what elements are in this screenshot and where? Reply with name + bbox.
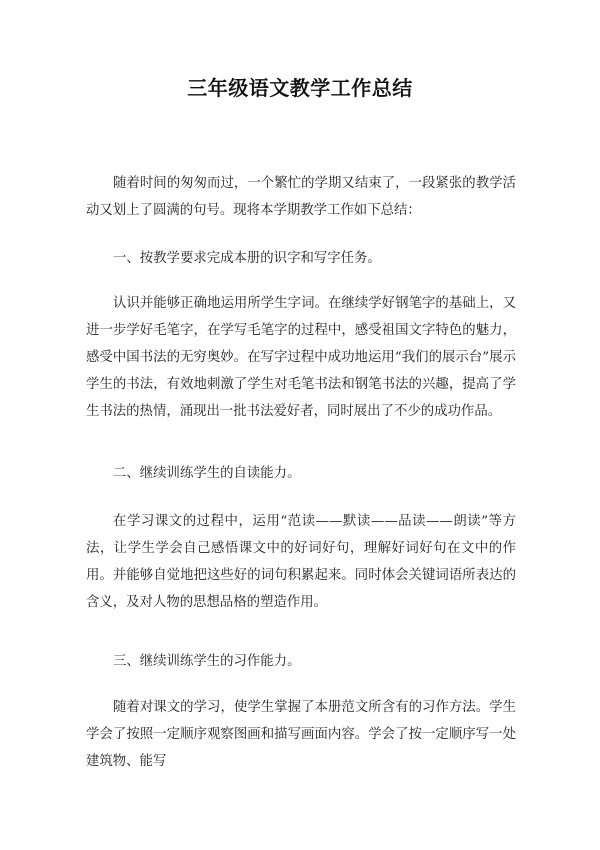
section-1-paragraph: 认识并能够正确地运用所学生字词。在继续学好钢笔字的基础上，又进一步学好毛笔字，在学写毛笔字的过程中，感受祖国文字特色的魅力，感受中国书法的无穷奥妙。在写字过程中成功地运用“我们的展示台”展示学生的书法，有效地刺激了学生对毛笔书法和钢笔书法的兴趣，提高了学生书法的热情，涌现出一批书法爱好者，同时展出了不少的成功作品。: [86, 296, 516, 419]
section-3-heading: 三、继续训练学生的习作能力。: [113, 654, 301, 669]
section-2-paragraph: 在学习课文的过程中，运用“范读——默读——品读——朗读”等方法，让学生学会自己感悟课文中的好词好句，理解好词好句在文中的作用。并能够自觉地把这些好的词句积累起来。同时体会关键词语所表达的含义，及对人物的思想品格的塑造作用。: [86, 514, 516, 610]
intro-paragraph: 随着时间的匆匆而过，一个繁忙的学期又结束了，一段紧张的教学活动又划上了圆满的句号。现将本学期教学工作如下总结：: [86, 176, 516, 218]
section-1-heading: 一、按教学要求完成本册的识字和写字任务。: [113, 251, 381, 266]
section-3-paragraph: 随着对课文的学习，使学生掌握了本册范文所含有的习作方法。学生学会了按照一定顺序观察图画和描写画面内容。学会了按一定顺序写一处建筑物、能写: [86, 700, 516, 769]
section-2-heading: 二、继续训练学生的自读能力。: [113, 466, 301, 481]
document-title: 三年级语文教学工作总结: [187, 76, 413, 100]
